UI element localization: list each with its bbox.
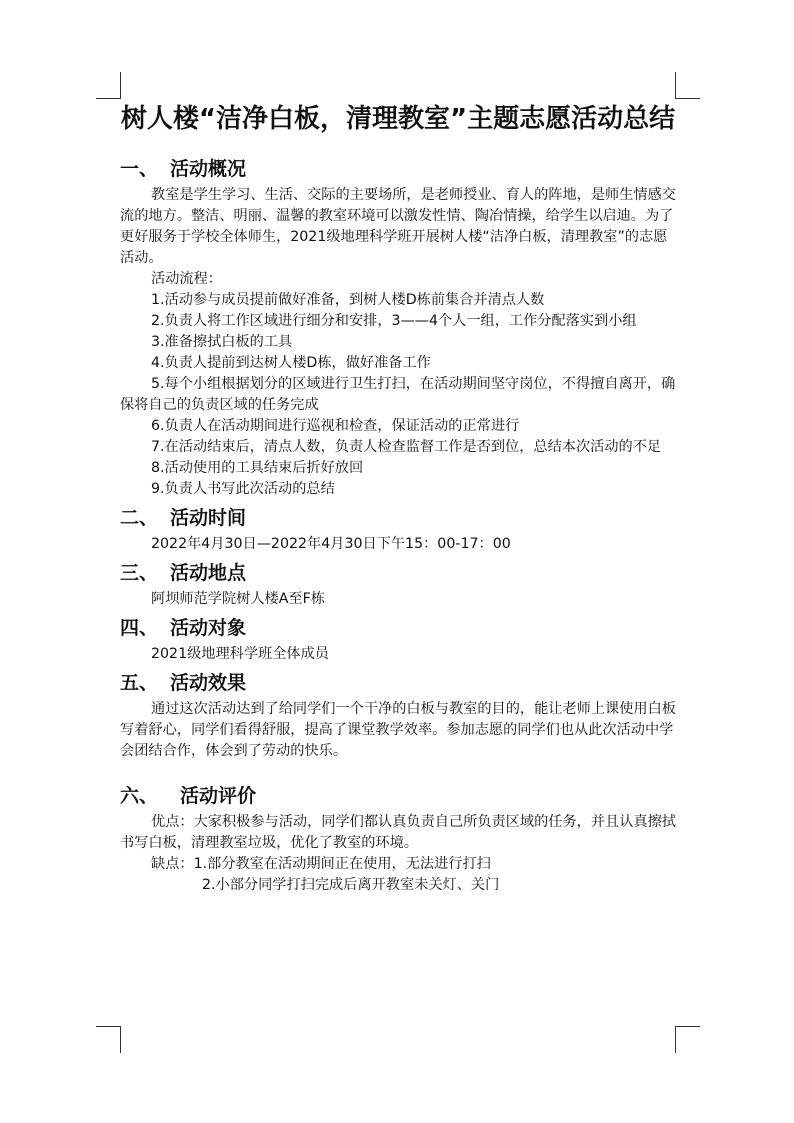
section-heading-overview (120, 153, 676, 185)
section-heading-participants (120, 612, 676, 644)
list-item: 2.小部分同学打扫完成后离开教室未关灯、关门 (202, 877, 500, 893)
paragraph: 优点：大家积极参与活动，同学们都认真负责自己所负责区域的任务，并且认真擦拭书写白板，清理教室垃圾，优化了教室的环境。 (120, 814, 676, 851)
section-number: 一、 (120, 158, 159, 180)
corner-mark-bottom-left (96, 1026, 121, 1053)
paragraph: 缺点：1.部分教室在活动期间正在使用，无法进行打扫 (151, 856, 491, 872)
section-heading-location (120, 557, 676, 589)
list-item: 8.活动使用的工具结束后折好放回 (151, 460, 364, 476)
list-item: 9.负责人书写此次活动的总结 (151, 481, 335, 497)
section-title: 活动时间 (170, 507, 247, 529)
paragraph: 活动流程： (151, 271, 222, 287)
list-item: 6.负责人在活动期间进行巡视和检查，保证活动的正常进行 (151, 418, 520, 434)
document-title: 树人楼“洁净白板，清理教室”主题志愿活动总结 (120, 104, 676, 134)
list-item: 3.准备擦拭白板的工具 (151, 334, 293, 350)
paragraph: 教室是学生学习、生活、交际的主要场所，是老师授业、育人的阵地，是师生情感交流的地方。整洁、明丽、温馨的教室环境可以激发性情、陶冶情操，给学生以启迪。为了更好服务于学校全体师生，2021级地理科学班开展树人楼“洁净白板，清理教室”的志愿活动。 (120, 187, 676, 266)
section-title: 活动概况 (170, 158, 247, 180)
paragraph: 2022年4月30日—2022年4月30日下午15：00-17：00 (151, 536, 511, 552)
section-title: 活动效果 (170, 672, 247, 694)
paragraph: 2021级地理科学班全体成员 (151, 646, 329, 662)
corner-mark-top-right (675, 72, 700, 99)
section-title: 活动对象 (170, 617, 247, 639)
section-heading-time (120, 502, 676, 534)
section-title: 活动评价 (180, 785, 257, 807)
section-title: 活动地点 (170, 562, 247, 584)
paragraph: 阿坝师范学院树人楼A至F栋 (151, 591, 325, 607)
section-number: 四、 (120, 617, 159, 639)
list-item: 2.负责人将工作区域进行细分和安排，3——4个人一组，工作分配落实到小组 (151, 313, 637, 329)
list-item: 5.每个小组根据划分的区域进行卫生打扫，在活动期间坚守岗位，不得擅自离开，确保将自己的负责区域的任务完成 (120, 376, 676, 413)
section-heading-results (120, 667, 676, 699)
paragraph: 通过这次活动达到了给同学们一个干净的白板与教室的目的，能让老师上课使用白板写着舒心，同学们看得舒服，提高了课堂教学效率。参加志愿的同学们也从此次活动中学会团结合作，体会到了劳动的快乐。 (120, 701, 676, 759)
list-item: 1.活动参与成员提前做好准备，到树人楼D栋前集合并清点人数 (151, 292, 545, 308)
section-number: 二、 (120, 507, 159, 529)
list-item: 4.负责人提前到达树人楼D栋，做好准备工作 (151, 355, 431, 371)
section-heading-evaluation (120, 780, 676, 812)
corner-mark-bottom-right (675, 1026, 700, 1053)
document-body (120, 98, 676, 896)
section-number: 三、 (120, 562, 159, 584)
section-number: 五、 (120, 672, 159, 694)
section-number: 六、 (120, 785, 159, 807)
spacer (120, 762, 676, 778)
list-item: 7.在活动结束后，清点人数，负责人检查监督工作是否到位，总结本次活动的不足 (151, 439, 662, 455)
corner-mark-top-left (96, 72, 121, 99)
